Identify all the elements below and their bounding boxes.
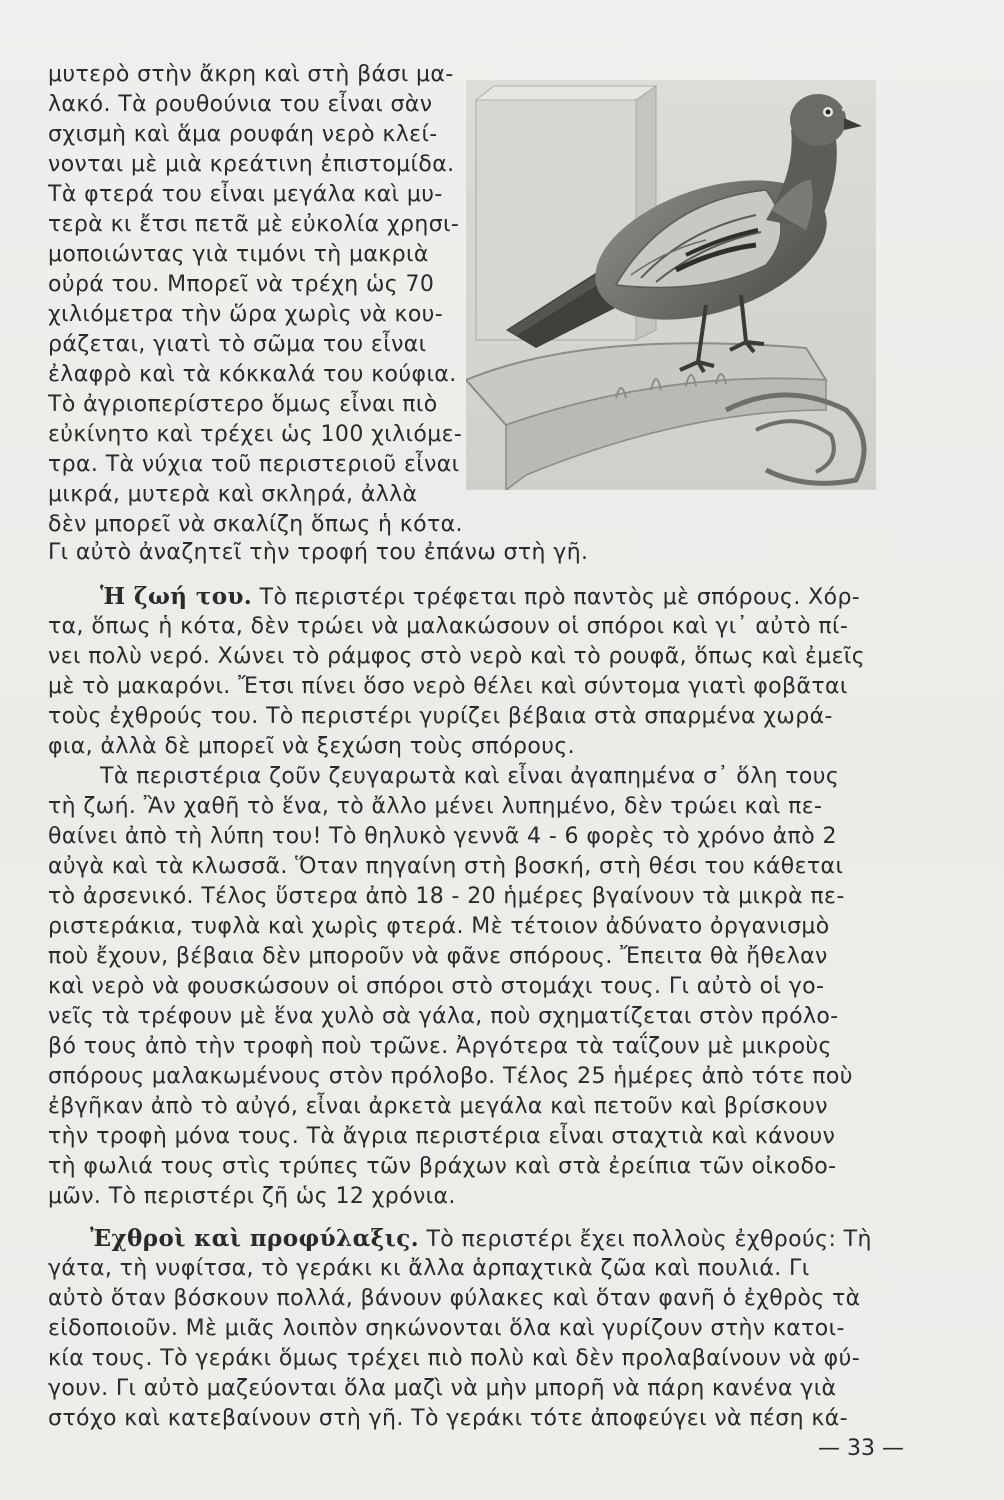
text-line: τὴ φωλιά τους στὶς τρύπες τῶν βράχων καὶ στὰ ἐρείπια τῶν οἰκοδο- xyxy=(48,1154,837,1179)
bleed-through-texture xyxy=(500,40,980,70)
text-line: εὐκίνητο καὶ τρέχει ὡς 100 χιλιόμε- xyxy=(48,422,463,447)
text-line: ἐλαφρὸ καὶ τὰ κόκκαλά του κούφια. xyxy=(48,362,457,387)
text-line: νονται μὲ μιὰ κρεάτινη ἐπιστομίδα. xyxy=(48,152,455,177)
text-line: τερὰ κι ἔτσι πετᾶ μὲ εὐκολία χρησι- xyxy=(48,212,460,237)
text-line: μικρά, μυτερὰ καὶ σκληρά, ἀλλὰ xyxy=(48,482,418,507)
text-line: μὲ τὸ μακαρόνι. Ἔτσι πίνει ὅσο νερὸ θέλει καὶ σύντομα γιατὶ φοβᾶται xyxy=(48,674,848,699)
text-line: εἰδοποιοῦν. Μὲ μιᾶς λοιπὸν σηκώνονται ὅλα καὶ γυρίζουν στὴν κατοι- xyxy=(48,1316,845,1341)
text-line-continuation: Τὸ περιστέρι ἔχει πολλοὺς ἐχθρούς: Τὴ xyxy=(419,1227,872,1252)
text-line: στόχο καὶ κατεβαίνουν στὴ γῆ. Τὸ γεράκι τότε ἀποφεύγει νὰ πέση κά- xyxy=(48,1406,848,1431)
text-line: οὐρά του. Μπορεῖ νὰ τρέχη ὡς 70 xyxy=(48,272,435,297)
text-line: Τὰ περιστέρια ζοῦν ζευγαρωτὰ καὶ εἶναι ἀγαπημένα σ᾽ ὅλη τους xyxy=(100,764,840,789)
text-line: αὐγὰ καὶ τὰ κλωσσᾶ. Ὅταν πηγαίνη στὴ βοσκή, στὴ θέσι του κάθεται xyxy=(48,854,844,879)
text-line: σχισμὴ καὶ ἅμα ρουφάη νερὸ κλεί- xyxy=(48,122,438,147)
text-line: Γι αὐτὸ ἀναζητεῖ τὴν τροφή του ἐπάνω στὴ γῆ. xyxy=(48,540,589,565)
text-line: μῶν. Τὸ περιστέρι ζῆ ὡς 12 χρόνια. xyxy=(48,1184,456,1209)
page-number: — 33 — xyxy=(818,1436,904,1461)
section-heading-enemies: Ἐχθροὶ καὶ προφύλαξις. xyxy=(90,1225,420,1252)
text-line: αὐτὸ ὅταν βόσκουν πολλά, βάνουν φύλακες καὶ ὅταν φανῆ ὁ ἐχθρὸς τὰ xyxy=(48,1286,861,1311)
text-line: βό τους ἀπὸ τὴν τροφὴ ποὺ τρῶνε. Ἀργότερα τὰ ταΐζουν μὲ μικροὺς xyxy=(48,1034,832,1059)
text-line: ριστεράκια, τυφλὰ καὶ χωρὶς φτερά. Μὲ τέτοιον ἀδύνατο ὀργανισμὸ xyxy=(48,914,830,939)
pigeon-head xyxy=(790,94,846,146)
text-line: τὸ ἀρσενικό. Τέλος ὕστερα ἀπὸ 18 - 20 ἡμέρες βγαίνουν τὰ μικρὰ πε- xyxy=(48,884,845,909)
section-heading-line xyxy=(100,582,860,613)
section-heading-life: Ἡ ζωή του. xyxy=(100,583,253,610)
text-line: Τὸ ἀγριοπερίστερο ὅμως εἶναι πιὸ xyxy=(48,392,438,417)
text-line: γουν. Γι αὐτὸ μαζεύονται ὅλα μαζὶ νὰ μὴν μπορῆ νὰ πάρη κανένα γιὰ xyxy=(48,1376,837,1401)
text-line: μοποιώντας γιὰ τιμόνι τὴ μακριὰ xyxy=(48,242,429,267)
text-line: ἐβγῆκαν ἀπὸ τὸ αὐγό, εἶναι ἀρκετὰ μεγάλα καὶ πετοῦν καὶ βρίσκουν xyxy=(48,1094,828,1119)
text-line: μυτερὸ στὴν ἄκρη καὶ στὴ βάσι μα- xyxy=(48,62,454,87)
text-line: τα, ὅπως ἡ κότα, δὲν τρώει νὰ μαλακώσουν οἱ σπόροι καὶ γι᾽ αὐτὸ πί- xyxy=(48,614,849,639)
text-line: λακό. Τὰ ρουθούνια του εἶναι σὰν xyxy=(48,92,433,117)
text-line: ράζεται, γιατὶ τὸ σῶμα του εἶναι xyxy=(48,332,427,357)
text-line: καὶ νερὸ νὰ φουσκώσουν οἱ σπόροι στὸ στομάχι τους. Γι αὐτὸ οἱ γο- xyxy=(48,974,825,999)
text-line: νεῖς τὰ τρέφουν μὲ ἕνα χυλὸ σὰ γάλα, ποὺ σχηματίζεται στὸν πρόλο- xyxy=(48,1004,839,1029)
text-line: τοὺς ἐχθρούς του. Τὸ περιστέρι γυρίζει βέβαια στὰ σπαρμένα χωρά- xyxy=(48,704,833,729)
text-line: νει πολὺ νερό. Χώνει τὸ ράμφος στὸ νερὸ καὶ τὸ ρουφᾶ, ὅπως καὶ ἐμεῖς xyxy=(48,644,866,669)
text-line: τρα. Τὰ νύχια τοῦ περιστεριοῦ εἶναι xyxy=(48,452,460,477)
text-line: φια, ἀλλὰ δὲ μπορεῖ νὰ ξεχώση τοὺς σπόρους. xyxy=(48,734,576,759)
pigeon-illustration xyxy=(466,80,876,490)
text-line-continuation: Τὸ περιστέρι τρέφεται πρὸ παντὸς μὲ σπόρους. Χόρ- xyxy=(252,585,861,610)
section-heading-line xyxy=(90,1224,872,1255)
text-line: τὴ ζωή. Ἂν χαθῆ τὸ ἕνα, τὸ ἄλλο μένει λυπημένο, δὲν τρώει καὶ πε- xyxy=(48,794,823,819)
text-line: Τὰ φτερά του εἶναι μεγάλα καὶ μυ- xyxy=(48,182,443,207)
text-line: χιλιόμετρα τὴν ὥρα χωρὶς νὰ κου- xyxy=(48,302,444,327)
text-line: κία τους. Τὸ γεράκι ὅμως τρέχει πιὸ πολὺ καὶ δὲν προλαβαίνουν νὰ φύ- xyxy=(48,1346,861,1371)
text-line: δὲν μπορεῖ νὰ σκαλίζη ὅπως ἡ κότα. xyxy=(48,512,463,537)
text-line: θαίνει ἀπὸ τὴ λύπη του! Τὸ θηλυκὸ γεννᾶ 4 - 6 φορὲς τὸ χρόνο ἀπὸ 2 xyxy=(48,824,837,849)
text-line: γάτα, τὴ νυφίτσα, τὸ γεράκι κι ἄλλα ἁρπαχτικὰ ζῶα καὶ πουλιά. Γι xyxy=(48,1256,810,1281)
text-line: σπόρους μαλακωμένους στὸν πρόλοβο. Τέλος 25 ἡμέρες ἀπὸ τότε ποὺ xyxy=(48,1064,853,1089)
text-line: ποὺ ἔχουν, βέβαια δὲν μποροῦν νὰ φᾶνε σπόρους. Ἔπειτα θὰ ἤθελαν xyxy=(48,944,828,969)
text-line: τὴν τροφὴ μόνα τους. Τὰ ἄγρια περιστέρια εἶναι σταχτιὰ καὶ κάνουν xyxy=(48,1124,836,1149)
